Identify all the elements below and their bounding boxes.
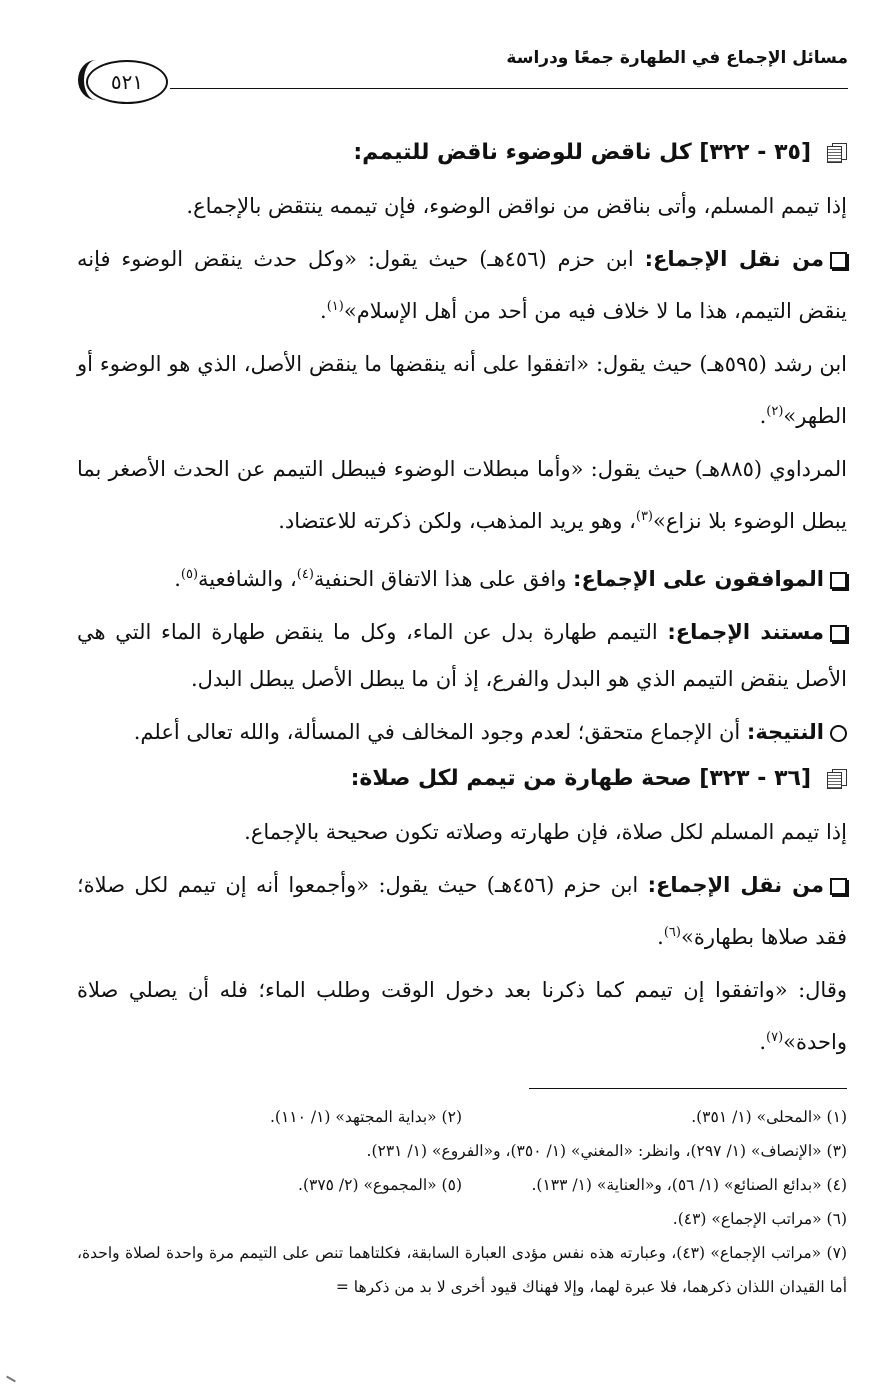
document-icon bbox=[827, 143, 847, 163]
footnote-1: (١) «المحلى» (١/ ٣٥١). bbox=[691, 1108, 847, 1126]
footnote-separator bbox=[529, 1088, 847, 1089]
paragraph-mardawi: المرداوي (٨٨٥هـ) حيث يقول: «وأما مبطلات الوضوء فيبطل التيمم عن الحدث الأصغر بما يبطل الوضوء بلا نزاع»$^{(٣)}$، وهو يريد المذهب، ولكن ذكرته للاعتضاد. bbox=[77, 457, 847, 533]
main-content bbox=[77, 140, 847, 1072]
running-title: مسائل الإجماع في الطهارة جمعًا ودراسة bbox=[506, 48, 848, 68]
header-rule bbox=[170, 88, 848, 89]
page-number: ٥٢١ bbox=[86, 60, 168, 104]
agreeing-label: الموافقون على الإجماع: bbox=[573, 567, 824, 591]
transmitters-text: ابن حزم (٤٥٦هـ) حيث يقول: «وكل حدث ينقض الوضوء فإنه ينقض التيمم، هذا ما لا خلاف فيه من أحد من أهل الإسلام» bbox=[77, 247, 847, 323]
footnote-ref: (٥) bbox=[180, 567, 199, 582]
footnote-7: (٧) «مراتب الإجماع» (٤٣)، وعبارته هذه نفس مؤدى العبارة السابقة، فكلتاهما تنص على التيمم مرة واحدة لصلاة واحدة، أما القيدان اللذان ذكرهما، فلا عبرة لهما، وإلا فهناك قيود أخرى لا بد من ذكرها = bbox=[77, 1244, 847, 1296]
footnote-ref: (٤) bbox=[296, 567, 314, 582]
paragraph-result: النتيجة: أن الإجماع متحقق؛ لعدم وجود المخالف في المسألة، والله تعالى أعلم. bbox=[77, 709, 847, 756]
paragraph-basis: مستند الإجماع: التيمم طهارة بدل عن الماء، وكل ما ينقض طهارة الماء التي هي الأصل ينقض التيمم الذي هو البدل والفرع، إذ أن ما يبطل الأصل يبطل البدل. bbox=[77, 620, 847, 691]
footnote-3: (٣) «الإنصاف» (١/ ٢٩٧)، وانظر: «المغني» (١/ ٣٥٠)، و«الفروع» (١/ ٢٣١). bbox=[366, 1142, 847, 1160]
margin-mark bbox=[6, 1376, 16, 1383]
page-header bbox=[78, 40, 848, 100]
footnote-ref: (١) bbox=[326, 299, 344, 314]
paragraph-transmitters: من نقل الإجماع: ابن حزم (٤٥٦هـ) حيث يقول: «وكل حدث ينقض الوضوء فإنه ينقض التيمم، هذا ما لا خلاف فيه من أحد من أهل الإسلام»$^{(١)}$. bbox=[77, 247, 847, 323]
paragraph-intro-2: إذا تيمم المسلم لكل صلاة، فإن طهارته وصلاته تكون صحيحة بالإجماع. bbox=[244, 820, 847, 844]
footnote-5: (٥) «المجموع» (٢/ ٣٧٥). bbox=[298, 1176, 462, 1194]
result-label: النتيجة: bbox=[746, 720, 824, 744]
basis-label: مستند الإجماع: bbox=[667, 620, 824, 644]
circle-bullet-icon bbox=[830, 725, 847, 742]
paragraph-agreeing: الموافقون على الإجماع: وافق على هذا الاتفاق الحنفية$^{(٤)}$، والشافعية$^{(٥)}$. bbox=[77, 551, 847, 603]
square-bullet-icon bbox=[830, 878, 847, 895]
square-bullet-icon bbox=[830, 572, 847, 589]
footnotes bbox=[77, 1100, 847, 1304]
transmitters-label: من نقل الإجماع: bbox=[647, 873, 824, 897]
document-icon bbox=[827, 769, 847, 789]
footnote-2: (٢) «بداية المجتهد» (١/ ١١٠). bbox=[269, 1108, 462, 1126]
section-heading-35 bbox=[77, 140, 847, 165]
paragraph-intro: إذا تيمم المسلم، وأتى بناقض من نواقض الوضوء، فإن تيممه ينتقض بالإجماع. bbox=[186, 194, 847, 218]
footnote-row bbox=[77, 1168, 847, 1202]
transmitters-label: من نقل الإجماع: bbox=[644, 247, 824, 271]
square-bullet-icon bbox=[830, 252, 847, 269]
section-heading-36 bbox=[77, 766, 847, 791]
footnote-4: (٤) «بدائع الصنائع» (١/ ٥٦)، و«العناية» (١/ ١٣٣). bbox=[531, 1176, 847, 1194]
footnote-row bbox=[77, 1100, 847, 1134]
footnote-ref: (٦) bbox=[663, 925, 681, 940]
paragraph-transmitters-2: من نقل الإجماع: ابن حزم (٤٥٦هـ) حيث يقول: «وأجمعوا أنه إن تيمم لكل صلاة؛ فقد صلاها بطهارة»$^{(٦)}$. bbox=[77, 873, 847, 949]
section-heading-text: [٣٥ - ٣٢٢] كل ناقض للوضوء ناقض للتيمم: bbox=[353, 140, 811, 165]
paragraph-said: وقال: «واتفقوا إن تيمم كما ذكرنا بعد دخول الوقت وطلب الماء؛ فله أن يصلي صلاة واحدة»$^{(٧)}$. bbox=[77, 978, 847, 1054]
footnote-ref: (٢) bbox=[766, 404, 784, 419]
footnote-ref: (٣) bbox=[635, 509, 653, 524]
square-bullet-icon bbox=[830, 625, 847, 642]
footnote-ref: (٧) bbox=[766, 1030, 784, 1045]
paragraph-ibn-rushd: ابن رشد (٥٩٥هـ) حيث يقول: «اتفقوا على أنه ينقضها ما ينقض الأصل، الذي هو الوضوء أو الطهر»$^{(٢)}$. bbox=[77, 352, 848, 428]
section-heading-text: [٣٦ - ٣٢٣] صحة طهارة من تيمم لكل صلاة: bbox=[350, 766, 811, 791]
footnote-6: (٦) «مراتب الإجماع» (٤٣). bbox=[672, 1210, 847, 1228]
